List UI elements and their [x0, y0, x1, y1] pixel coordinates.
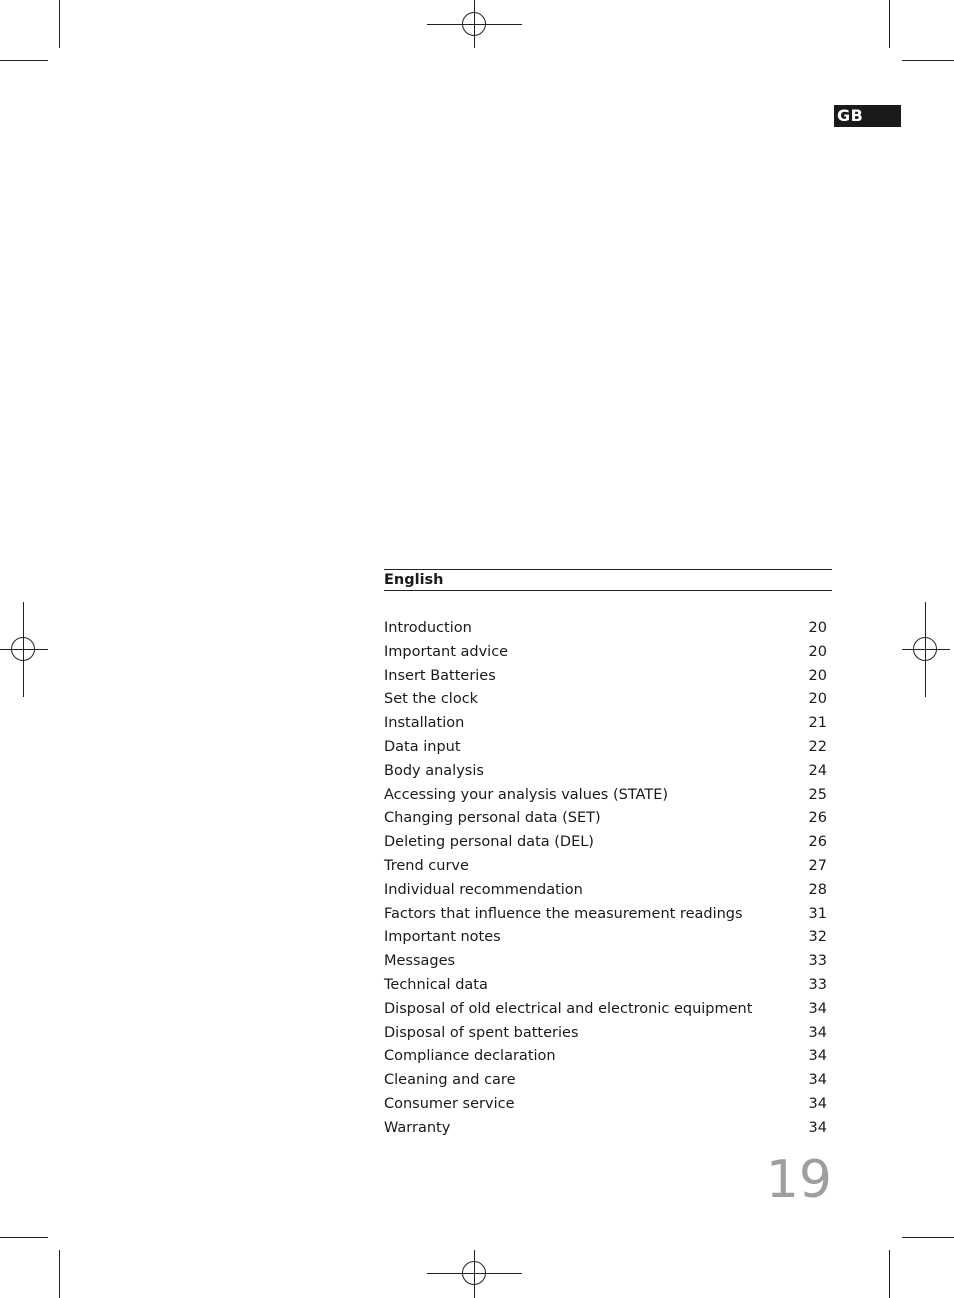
toc-entry-title: Trend curve	[384, 857, 469, 874]
toc-entry-title: Individual recommendation	[384, 881, 583, 898]
crop-mark-top-right-v	[889, 0, 890, 48]
toc-entry	[384, 926, 832, 950]
toc-entry-page: 34	[808, 1095, 827, 1112]
registration-mark-bottom-circle	[462, 1261, 486, 1285]
registration-mark-left-circle	[11, 637, 35, 661]
page-number: 19	[765, 1150, 832, 1210]
toc-entry	[384, 998, 832, 1022]
toc-entry-title: Consumer service	[384, 1095, 515, 1112]
toc-entry	[384, 617, 832, 641]
toc-entry	[384, 641, 832, 665]
toc-entry	[384, 807, 832, 831]
toc-entry-page: 34	[808, 1072, 827, 1089]
toc-entry-page: 34	[808, 1000, 827, 1017]
toc-entry-page: 26	[808, 834, 827, 851]
toc-entry	[384, 1069, 832, 1093]
toc-entry-page: 33	[808, 976, 827, 993]
toc-entry	[384, 736, 832, 760]
toc-entry	[384, 950, 832, 974]
toc-entry-page: 20	[808, 643, 827, 660]
crop-mark-bottom-left-v	[59, 1250, 60, 1298]
toc-entry-page: 34	[808, 1024, 827, 1041]
toc-entry-title: Data input	[384, 738, 461, 755]
toc-entry-title: Installation	[384, 715, 465, 732]
toc-entry	[384, 665, 832, 689]
toc-entry	[384, 784, 832, 808]
toc-entry-page: 32	[808, 929, 827, 946]
toc-entry	[384, 974, 832, 998]
toc-entry-title: Warranty	[384, 1119, 451, 1136]
toc-entry-title: Accessing your analysis values (STATE)	[384, 786, 669, 803]
crop-mark-top-left-v	[59, 0, 60, 48]
toc-entry-page: 33	[808, 953, 827, 970]
toc-entry-page: 20	[808, 620, 827, 636]
crop-mark-bottom-right-v	[889, 1250, 890, 1298]
toc-entry-title: Compliance declaration	[384, 1048, 556, 1065]
toc-entry-page: 26	[808, 810, 827, 827]
toc-entry-title: Factors that influence the measurement readings	[384, 905, 743, 922]
toc-entry-page: 21	[808, 715, 827, 732]
toc-entry-title: Technical data	[384, 976, 488, 993]
toc-entry-title: Introduction	[384, 620, 472, 636]
toc-entry-page: 25	[808, 786, 827, 803]
toc-entry	[384, 1093, 832, 1117]
toc-entry-page: 22	[808, 738, 827, 755]
toc-entry-title: Cleaning and care	[384, 1072, 516, 1089]
toc-entry-page: 34	[808, 1048, 827, 1065]
toc-entry	[384, 879, 832, 903]
toc-entry	[384, 688, 832, 712]
language-badge: GB	[834, 105, 901, 127]
toc-entry	[384, 760, 832, 784]
toc-entry-title: Set the clock	[384, 691, 479, 708]
toc-list	[384, 617, 832, 1141]
toc-entry	[384, 855, 832, 879]
registration-mark-top-circle	[462, 12, 486, 36]
toc-entry	[384, 1117, 832, 1141]
toc-entry	[384, 903, 832, 927]
registration-mark-right-circle	[913, 637, 937, 661]
crop-mark-top-left-h	[0, 60, 48, 61]
toc-entry-title: Disposal of spent batteries	[384, 1024, 579, 1041]
toc-heading: English	[384, 569, 832, 591]
toc-entry	[384, 712, 832, 736]
crop-mark-bottom-left-h	[0, 1237, 48, 1238]
toc-entry-page: 34	[808, 1119, 827, 1136]
toc-entry	[384, 831, 832, 855]
toc-entry-page: 28	[808, 881, 827, 898]
toc-entry-title: Disposal of old electrical and electronic equipment	[384, 1000, 753, 1017]
toc-entry-title: Body analysis	[384, 762, 484, 779]
toc-entry-title: Changing personal data (SET)	[384, 810, 601, 827]
toc-entry-title: Insert Batteries	[384, 667, 496, 684]
toc-entry-title: Messages	[384, 953, 456, 970]
toc-entry	[384, 1022, 832, 1046]
crop-mark-bottom-right-h	[902, 1237, 954, 1238]
toc-entry-title: Deleting personal data (DEL)	[384, 834, 594, 851]
toc-entry-title: Important advice	[384, 643, 509, 660]
toc-entry	[384, 1045, 832, 1069]
toc-entry-page: 20	[808, 667, 827, 684]
table-of-contents	[384, 569, 832, 1141]
crop-mark-top-right-h	[902, 60, 954, 61]
toc-entry-page: 31	[808, 905, 827, 922]
toc-entry-page: 24	[808, 762, 827, 779]
toc-entry-title: Important notes	[384, 929, 501, 946]
toc-entry-page: 20	[808, 691, 827, 708]
toc-entry-page: 27	[808, 857, 827, 874]
